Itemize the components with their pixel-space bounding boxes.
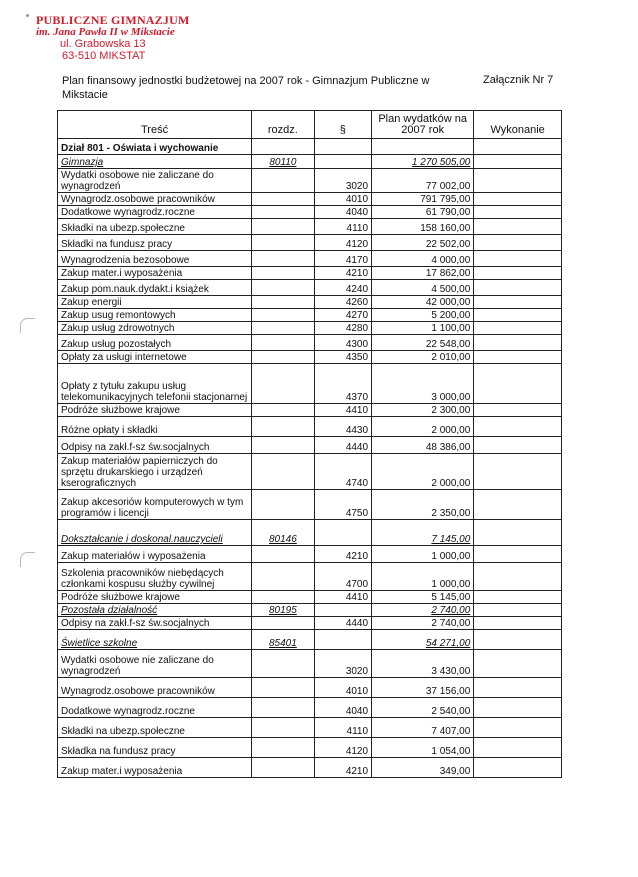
- cell-plan: 1 000,00: [372, 563, 474, 591]
- cell-wykonanie: [474, 219, 562, 235]
- cell-plan: 37 156,00: [372, 678, 474, 698]
- cell-plan: 5 200,00: [372, 309, 474, 322]
- table-section-row: [58, 604, 562, 617]
- table-row: [58, 617, 562, 630]
- cell-paragraf: [314, 520, 371, 546]
- cell-plan: 791 795,00: [372, 193, 474, 206]
- cell-plan: 7 407,00: [372, 718, 474, 738]
- cell-paragraf: 4260: [314, 296, 371, 309]
- cell-wykonanie: [474, 563, 562, 591]
- cell-wykonanie: [474, 678, 562, 698]
- header-rozdz: rozdz.: [252, 111, 315, 139]
- cell-plan: 2 010,00: [372, 351, 474, 364]
- cell-paragraf: 4040: [314, 206, 371, 219]
- cell-wykonanie: [474, 490, 562, 520]
- cell-tresc: Pozostała działalność: [58, 604, 252, 617]
- cell-wykonanie: [474, 193, 562, 206]
- cell-tresc: Odpisy na zakł.f-sz św.socjalnych: [58, 617, 252, 630]
- cell-paragraf: 4740: [314, 454, 371, 490]
- cell-wykonanie: [474, 630, 562, 650]
- cell-rozdz: [252, 169, 315, 193]
- table-row: [58, 267, 562, 280]
- cell-tresc: Wynagrodz.osobowe pracowników: [58, 678, 252, 698]
- cell-tresc: Podróże służbowe krajowe: [58, 591, 252, 604]
- cell-plan: 61 790,00: [372, 206, 474, 219]
- school-stamp: [36, 14, 196, 62]
- cell-wykonanie: [474, 738, 562, 758]
- cell-wykonanie: [474, 404, 562, 417]
- cell-wykonanie: [474, 546, 562, 563]
- table-row: [58, 698, 562, 718]
- cell-rozdz: [252, 351, 315, 364]
- cell-plan: 22 548,00: [372, 335, 474, 351]
- cell-rozdz: [252, 617, 315, 630]
- table-row: [58, 193, 562, 206]
- cell-wykonanie: [474, 309, 562, 322]
- table-row: [58, 251, 562, 267]
- cell-wykonanie: [474, 155, 562, 169]
- cell-wykonanie: [474, 235, 562, 251]
- cell-rozdz: [252, 490, 315, 520]
- cell-rozdz: [252, 219, 315, 235]
- cell-rozdz: [252, 404, 315, 417]
- cell-paragraf: 4280: [314, 322, 371, 335]
- cell-paragraf: 4700: [314, 563, 371, 591]
- cell-tresc: Składki na ubezp.społeczne: [58, 718, 252, 738]
- cell-tresc: Zakup mater.i wyposażenia: [58, 267, 252, 280]
- cell-plan: 42 000,00: [372, 296, 474, 309]
- cell-plan: 1 000,00: [372, 546, 474, 563]
- cell-plan: 48 386,00: [372, 437, 474, 454]
- cell-wykonanie: [474, 296, 562, 309]
- budget-table: [57, 110, 562, 778]
- cell-rozdz: [252, 193, 315, 206]
- cell-paragraf: 4010: [314, 678, 371, 698]
- table-row: [58, 650, 562, 678]
- cell-wykonanie: [474, 251, 562, 267]
- cell-rozdz: [252, 650, 315, 678]
- table-row: [58, 417, 562, 437]
- cell-wykonanie: [474, 169, 562, 193]
- table-row: [58, 546, 562, 563]
- table-section-row: [58, 155, 562, 169]
- cell-rozdz: [252, 591, 315, 604]
- cell-paragraf: 4210: [314, 267, 371, 280]
- cell-rozdz: 80146: [252, 520, 315, 546]
- cell-tresc: Zakup materiałów i wyposażenia: [58, 546, 252, 563]
- cell-tresc: Wydatki osobowe nie zaliczane do wynagrodzeń: [58, 650, 252, 678]
- cell-wykonanie: [474, 520, 562, 546]
- cell-rozdz: [252, 296, 315, 309]
- cell-paragraf: 4410: [314, 404, 371, 417]
- cell-wykonanie: [474, 417, 562, 437]
- cell-tresc: Zakup energii: [58, 296, 252, 309]
- cell-rozdz: [252, 251, 315, 267]
- table-row: [58, 309, 562, 322]
- cell-plan: 3 000,00: [372, 364, 474, 404]
- stamp-line-1: PUBLICZNE GIMNAZJUM: [36, 13, 190, 27]
- cell-paragraf: 4750: [314, 490, 371, 520]
- table-row: [58, 169, 562, 193]
- table-row: [58, 678, 562, 698]
- stamp-line-3: ul. Grabowska 13: [60, 38, 146, 50]
- cell-wykonanie: [474, 591, 562, 604]
- table-row: [58, 351, 562, 364]
- cell-rozdz: [252, 546, 315, 563]
- table-row: [58, 364, 562, 404]
- cell-rozdz: [252, 417, 315, 437]
- table-row: [58, 454, 562, 490]
- cell-wykonanie: [474, 617, 562, 630]
- table-row: [58, 563, 562, 591]
- cell-plan: 4 500,00: [372, 280, 474, 296]
- cell-rozdz: [252, 335, 315, 351]
- cell-wykonanie: [474, 454, 562, 490]
- table-row: [58, 235, 562, 251]
- table-section-row: [58, 630, 562, 650]
- cell-rozdz: [252, 678, 315, 698]
- cell-rozdz: [252, 718, 315, 738]
- table-row: [58, 322, 562, 335]
- cell-tresc: Zakup materiałów papierniczych do sprzętu drukarskiego i urządzeń kserograficznych: [58, 454, 252, 490]
- punch-hole-mark: [20, 552, 35, 567]
- cell-wykonanie: [474, 206, 562, 219]
- cell-paragraf: 4170: [314, 251, 371, 267]
- table-row: [58, 219, 562, 235]
- cell-paragraf: [314, 604, 371, 617]
- cell-plan: 349,00: [372, 758, 474, 778]
- cell-rozdz: [252, 309, 315, 322]
- cell-wykonanie: [474, 604, 562, 617]
- cell-plan: 2 540,00: [372, 698, 474, 718]
- cell-wykonanie: [474, 758, 562, 778]
- table-row: [58, 296, 562, 309]
- table-row: [58, 280, 562, 296]
- table-row: [58, 335, 562, 351]
- cell-tresc: Odpisy na zakł.f-sz św.socjalnych: [58, 437, 252, 454]
- table-row: [58, 490, 562, 520]
- header-plan: Plan wydatków na 2007 rok: [372, 111, 474, 139]
- cell-paragraf: 4350: [314, 351, 371, 364]
- cell-paragraf: 4110: [314, 219, 371, 235]
- cell-plan: 22 502,00: [372, 235, 474, 251]
- cell-plan: 2 300,00: [372, 404, 474, 417]
- cell-plan: 4 000,00: [372, 251, 474, 267]
- cell-plan: 2 000,00: [372, 417, 474, 437]
- cell-paragraf: 4240: [314, 280, 371, 296]
- cell-tresc: Dokształcanie i doskonal.nauczycieli: [58, 520, 252, 546]
- cell-paragraf: 4110: [314, 718, 371, 738]
- cell-plan: 1 270 505,00: [372, 155, 474, 169]
- cell-paragraf: 4440: [314, 617, 371, 630]
- cell-tresc: Opłaty z tytułu zakupu usług telekomunikacyjnych telefonii stacjonarnej: [58, 364, 252, 404]
- cell-tresc: Różne opłaty i składki: [58, 417, 252, 437]
- cell-wykonanie: [474, 267, 562, 280]
- cell-tresc: Zakup usług pozostałych: [58, 335, 252, 351]
- cell-paragraf: 4040: [314, 698, 371, 718]
- cell-rozdz: [252, 267, 315, 280]
- cell-plan: 7 145,00: [372, 520, 474, 546]
- cell-paragraf: 4370: [314, 364, 371, 404]
- cell-plan: 2 350,00: [372, 490, 474, 520]
- cell-rozdz: 80110: [252, 155, 315, 169]
- header-tresc: Treść: [58, 111, 252, 139]
- cell-rozdz: [252, 322, 315, 335]
- cell-rozdz: [252, 758, 315, 778]
- cell-wykonanie: [474, 322, 562, 335]
- cell-rozdz: [252, 454, 315, 490]
- table-row: [58, 206, 562, 219]
- cell-paragraf: 4010: [314, 193, 371, 206]
- cell-tresc: Świetlice szkolne: [58, 630, 252, 650]
- document-title: Plan finansowy jednostki budżetowej na 2007 rok - Gimnazjum Publiczne w Mikstacie: [62, 75, 430, 101]
- cell-plan: 2 000,00: [372, 454, 474, 490]
- table-row: [58, 404, 562, 417]
- cell-paragraf: 4430: [314, 417, 371, 437]
- cell-rozdz: [252, 280, 315, 296]
- dzial-label: Dział 801 - Oświata i wychowanie: [58, 139, 252, 155]
- cell-wykonanie: [474, 351, 562, 364]
- table-row: [58, 758, 562, 778]
- cell-paragraf: 4440: [314, 437, 371, 454]
- cell-plan: 2 740,00: [372, 617, 474, 630]
- cell-tresc: Dodatkowe wynagrodz.roczne: [58, 206, 252, 219]
- cell-plan: 17 862,00: [372, 267, 474, 280]
- cell-plan: 3 430,00: [372, 650, 474, 678]
- table-row: [58, 591, 562, 604]
- stamp-line-2: im. Jana Pawła II w Mikstacie: [36, 26, 175, 38]
- cell-rozdz: [252, 206, 315, 219]
- cell-wykonanie: [474, 650, 562, 678]
- cell-paragraf: 4270: [314, 309, 371, 322]
- cell-tresc: Wynagrodz.osobowe pracowników: [58, 193, 252, 206]
- cell-wykonanie: [474, 364, 562, 404]
- cell-tresc: Wydatki osobowe nie zaliczane do wynagrodzeń: [58, 169, 252, 193]
- cell-wykonanie: [474, 335, 562, 351]
- cell-paragraf: [314, 155, 371, 169]
- punch-hole-mark: [20, 318, 35, 333]
- cell-wykonanie: [474, 698, 562, 718]
- cell-rozdz: [252, 235, 315, 251]
- cell-tresc: Zakup pom.nauk.dydakt.i książek: [58, 280, 252, 296]
- cell-paragraf: 4210: [314, 546, 371, 563]
- cell-rozdz: [252, 563, 315, 591]
- cell-rozdz: [252, 698, 315, 718]
- cell-plan: 5 145,00: [372, 591, 474, 604]
- cell-tresc: Podróże służbowe krajowe: [58, 404, 252, 417]
- cell-paragraf: 4410: [314, 591, 371, 604]
- cell-wykonanie: [474, 280, 562, 296]
- cell-plan: 54 271,00: [372, 630, 474, 650]
- cell-plan: 1 100,00: [372, 322, 474, 335]
- cell-rozdz: [252, 738, 315, 758]
- cell-tresc: Zakup mater.i wyposażenia: [58, 758, 252, 778]
- cell-paragraf: 4120: [314, 235, 371, 251]
- table-section-row: [58, 520, 562, 546]
- cell-tresc: Szkolenia pracowników niebędących członkami kospusu służby cywilnej: [58, 563, 252, 591]
- cell-plan: 77 002,00: [372, 169, 474, 193]
- table-row: [58, 437, 562, 454]
- table-row: [58, 738, 562, 758]
- cell-rozdz: 80195: [252, 604, 315, 617]
- cell-rozdz: [252, 364, 315, 404]
- stamp-line-4: 63-510 MIKSTAT: [62, 50, 146, 62]
- cell-tresc: Gimnazja: [58, 155, 252, 169]
- cell-rozdz: [252, 437, 315, 454]
- cell-paragraf: 3020: [314, 169, 371, 193]
- cell-tresc: Dodatkowe wynagrodz.roczne: [58, 698, 252, 718]
- cell-tresc: Wynagrodzenia bezosobowe: [58, 251, 252, 267]
- header-paragraf: §: [314, 111, 371, 139]
- cell-paragraf: [314, 630, 371, 650]
- cell-rozdz: 85401: [252, 630, 315, 650]
- cell-wykonanie: [474, 437, 562, 454]
- cell-tresc: Zakup akcesoriów komputerowych w tym programów i licencji: [58, 490, 252, 520]
- cell-tresc: Składki na fundusz pracy: [58, 235, 252, 251]
- cell-paragraf: 3020: [314, 650, 371, 678]
- cell-plan: 2 740,00: [372, 604, 474, 617]
- cell-paragraf: 4120: [314, 738, 371, 758]
- cell-plan: 1 054,00: [372, 738, 474, 758]
- cell-tresc: Zakup usług zdrowotnych: [58, 322, 252, 335]
- cell-plan: 158 160,00: [372, 219, 474, 235]
- attachment-label: Załącznik Nr 7: [483, 74, 554, 86]
- cell-paragraf: 4210: [314, 758, 371, 778]
- cell-paragraf: 4300: [314, 335, 371, 351]
- header-wykonanie: Wykonanie: [474, 111, 562, 139]
- cell-tresc: Opłaty za usługi internetowe: [58, 351, 252, 364]
- cell-tresc: Składka na fundusz pracy: [58, 738, 252, 758]
- table-row: [58, 718, 562, 738]
- cell-tresc: Zakup usug remontowych: [58, 309, 252, 322]
- scan-dot: [26, 14, 29, 17]
- cell-tresc: Składki na ubezp.społeczne: [58, 219, 252, 235]
- cell-wykonanie: [474, 718, 562, 738]
